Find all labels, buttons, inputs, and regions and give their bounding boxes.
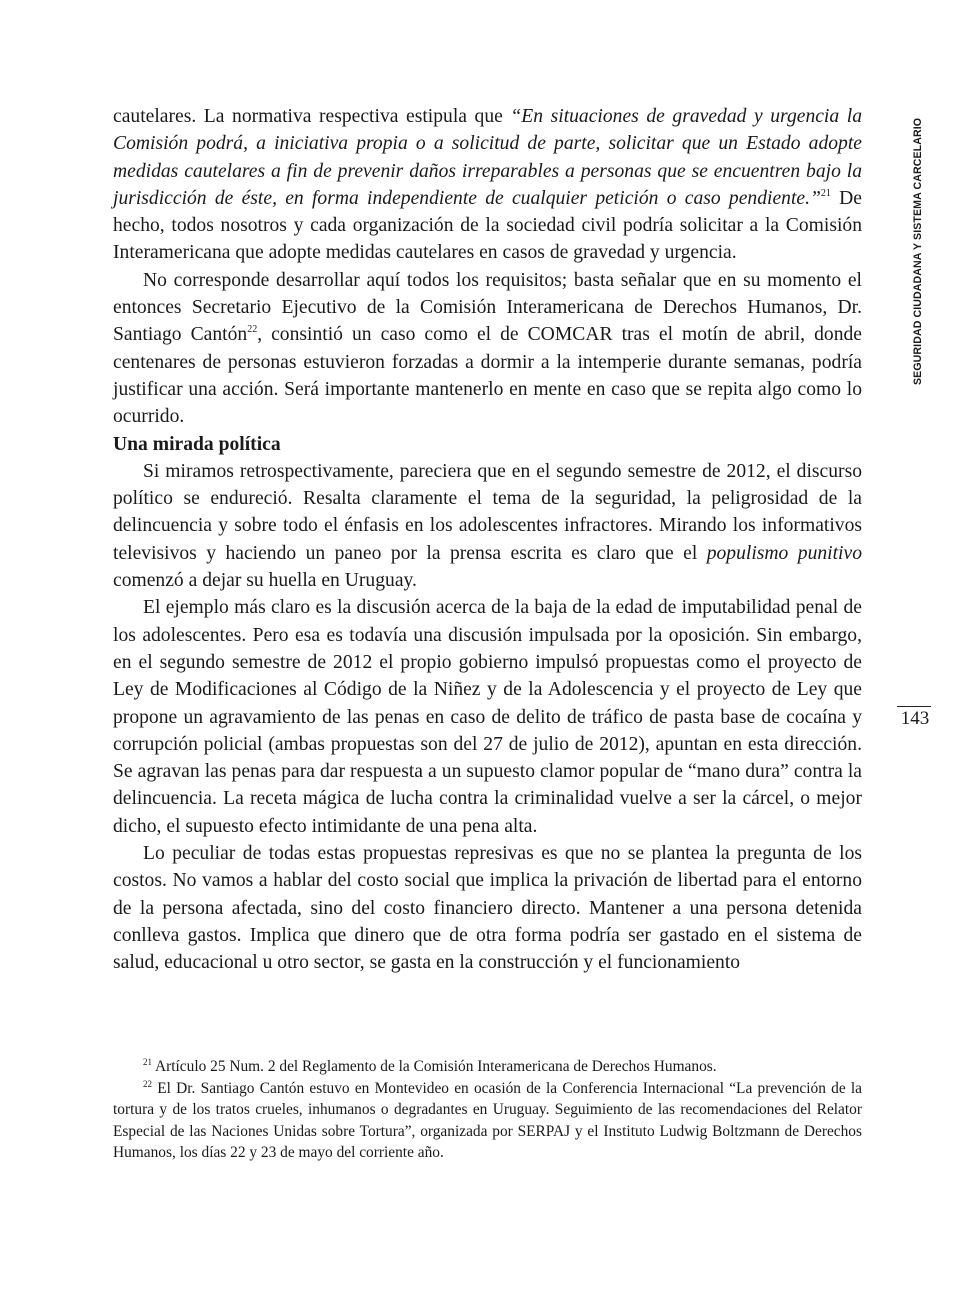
paragraph-1-tail: De hecho, todos nosotros y cada organización de la sociedad civil podría solicitar a la Comisión Interamericana que adopte medidas cautelares en casos de gravedad y urgencia. (113, 187, 862, 264)
body-text (113, 103, 862, 977)
paragraph-3-emphasis: populismo punitivo (706, 542, 862, 564)
paragraph-3-text-a: Si miramos retrospectivamente, pareciera que en el segundo semestre de 2012, el discurso político se endureció. Resalta claramente el tema de la seguridad, la peligrosidad de la delincuencia y sobre todo el énfasis en los adolescentes infractores. Mirando los informativos televisivos y haciendo un paneo por la prensa escrita es claro que el (113, 460, 862, 564)
footnotes (113, 1056, 862, 1164)
paragraph-1-lead: cautelares. La normativa respectiva estipula que (113, 106, 511, 127)
footnote-number: 21 (143, 1057, 152, 1067)
paragraph-3 (113, 458, 862, 594)
footnote-22 (113, 1078, 862, 1164)
section-heading: Una mirada política (113, 433, 281, 455)
paragraph-1 (113, 103, 862, 267)
footnote-text: Artículo 25 Num. 2 del Reglamento de la Comisión Interamericana de Derechos Humanos. (152, 1058, 717, 1075)
paragraph-2-text-b: , consintió un caso como el de COMCAR tras el motín de abril, donde centenares de personas estuvieron forzadas a dormir a la intemperie durante semanas, podría justificar una acción. Será importante mantenerlo en mente en caso que se repita algo como lo ocurrido. (113, 324, 862, 428)
running-head: SEGURIDAD CIUDADANA Y SISTEMA CARCELARIO (912, 117, 924, 385)
footnote-ref-22: 22 (247, 324, 258, 336)
paragraph-4: El ejemplo más claro es la discusión acerca de la baja de la edad de imputabilidad penal de los adolescentes. Pero esa es todavía una discusión impulsada por la oposición. Sin embargo, en el segundo semestre de 2012 el propio gobierno impulsó propuestas como el proyecto de Ley de Modificaciones al Código de la Niñez y de la Adolescencia y el proyecto de Ley que propone un agravamiento de las penas en caso de delito de tráfico de pasta base de cocaína y corrupción policial (ambas propuestas son del 27 de julio de 2012), apuntan en esta dirección. Se agravan las penas para dar respuesta a un supuesto clamor popular de “mano dura” contra la delincuencia. La receta mágica de lucha contra la criminalidad vuelve a ser la cárcel, o mejor dicho, el supuesto efecto intimidante de una pena alta. (113, 597, 862, 837)
footnote-text: El Dr. Santiago Cantón estuvo en Montevideo en ocasión de la Conferencia Internacional “La prevención de la tortura y de los tratos crueles, inhumanos o degradantes en Uruguay. Seguimiento de las recomendaciones del Relator Especial de las Naciones Unidas sobre Tortura”, organizada por SERPAJ y el Instituto Ludwig Boltzmann de Derechos Humanos, los días 22 y 23 de mayo del corriente año. (113, 1079, 862, 1162)
footnote-number: 22 (143, 1078, 152, 1089)
paragraph-5: Lo peculiar de todas estas propuestas represivas es que no se plantea la pregunta de los costos. No vamos a hablar del costo social que implica la privación de libertad para el entorno de la persona afectada, sino del costo financiero directo. Mantener a una persona detenida conlleva gastos. Implica que dinero que de otra forma podría ser gastado en el sistema de salud, educacional u otro sector, se gasta en la construcción y el funcionamiento (113, 843, 862, 974)
paragraph-2-text-a: No corresponde desarrollar aquí todos los requisitos; basta señalar que en su momento el entonces Secretario Ejecutivo de la Comisión Interamericana de Derechos Humanos, Dr. Santiago Cantón (113, 269, 862, 346)
cited-regulation-quote: “En situaciones de gravedad y urgencia la Comisión podrá, a iniciativa propia o a solicitud de parte, solicitar que un Estado adopte medidas cautelares a fin de prevenir daños irreparables a personas que se encuentren bajo la jurisdicción de éste, en forma independiente de cualquier petición o caso pendiente.” (113, 106, 862, 209)
page-number: 143 (900, 708, 930, 729)
footnote-ref-21: 21 (820, 187, 831, 199)
footnote-21 (113, 1056, 862, 1078)
paragraph-2 (113, 267, 862, 431)
paragraph-3-text-b: comenzó a dejar su huella en Uruguay. (113, 570, 417, 592)
